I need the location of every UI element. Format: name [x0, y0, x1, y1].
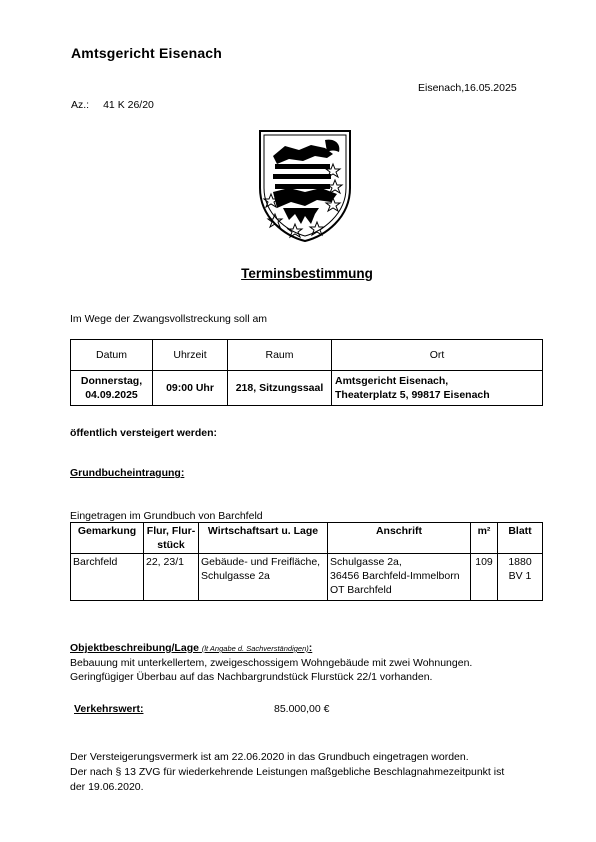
object-description-line: Geringfügiger Überbau auf das Nachbargrundstück Flurstück 22/1 vorhanden. [70, 671, 433, 683]
table-row [71, 554, 543, 601]
table-header-row [71, 523, 543, 554]
area-cell: 109 [471, 554, 498, 601]
file-number-label: Az.: [71, 99, 90, 111]
file-number-value: 41 K 26/20 [103, 99, 154, 111]
table-row [71, 371, 543, 406]
time-cell: 09:00 Uhr [153, 371, 228, 406]
intro-text: Im Wege der Zwangsvollstreckung soll am [70, 313, 268, 325]
date-cell: Donnerstag, 04.09.2025 [71, 371, 153, 406]
place-date: Eisenach,16.05.2025 [418, 82, 517, 94]
footer-text: Der nach § 13 ZVG für wiederkehrende Leistungen maßgebliche Beschlagnahmezeitpunkt ist [70, 766, 505, 778]
object-description-note: (lt Angabe d. Sachverständigen) [201, 644, 309, 653]
court-name: Amtsgericht Eisenach [71, 45, 223, 61]
column-header: Anschrift [328, 523, 471, 554]
object-description-line: Bebauung mit unterkellertem, zweigeschossigem Wohngebäude mit zwei Wohnungen. [70, 657, 473, 669]
land-register-heading: Grundbucheintragung: [70, 467, 185, 479]
land-register-table [70, 522, 543, 601]
gemarkung-cell: Barchfeld [71, 554, 144, 601]
table-header-row [71, 340, 543, 371]
location-cell: Amtsgericht Eisenach, Theaterplatz 5, 99817 Eisenach [332, 371, 543, 406]
footer-text: der 19.06.2020. [70, 781, 144, 793]
flur-cell: 22, 23/1 [144, 554, 199, 601]
market-value: 85.000,00 € [274, 703, 330, 715]
thuringia-coat-of-arms-icon [255, 128, 355, 243]
market-value-label: Verkehrswert: [74, 703, 144, 715]
column-header: m² [471, 523, 498, 554]
page-title: Terminsbestimmung [241, 266, 373, 281]
schedule-table [70, 339, 543, 406]
column-header: Blatt [498, 523, 543, 554]
auction-text: öffentlich versteigert werden: [70, 427, 218, 439]
sheet-cell: 1880 BV 1 [498, 554, 543, 601]
address-cell: Schulgasse 2a, 36456 Barchfeld-Immelborn OT Barchfeld [328, 554, 471, 601]
object-description-heading: Objektbeschreibung/Lage (lt Angabe d. Sachverständigen): [70, 642, 313, 654]
column-header: Raum [228, 340, 332, 371]
footer-text: Der Versteigerungsvermerk ist am 22.06.2020 in das Grundbuch eingetragen worden. [70, 751, 469, 763]
room-cell: 218, Sitzungssaal [228, 371, 332, 406]
column-header: Ort [332, 340, 543, 371]
file-number [71, 99, 154, 111]
column-header: Wirtschaftsart u. Lage [199, 523, 328, 554]
column-header: Gemarkung [71, 523, 144, 554]
land-register-intro: Eingetragen im Grundbuch von Barchfeld [70, 510, 263, 522]
usage-cell: Gebäude- und Freifläche, Schulgasse 2a [199, 554, 328, 601]
column-header: Uhrzeit [153, 340, 228, 371]
column-header: Flur, Flur-stück [144, 523, 199, 554]
column-header: Datum [71, 340, 153, 371]
